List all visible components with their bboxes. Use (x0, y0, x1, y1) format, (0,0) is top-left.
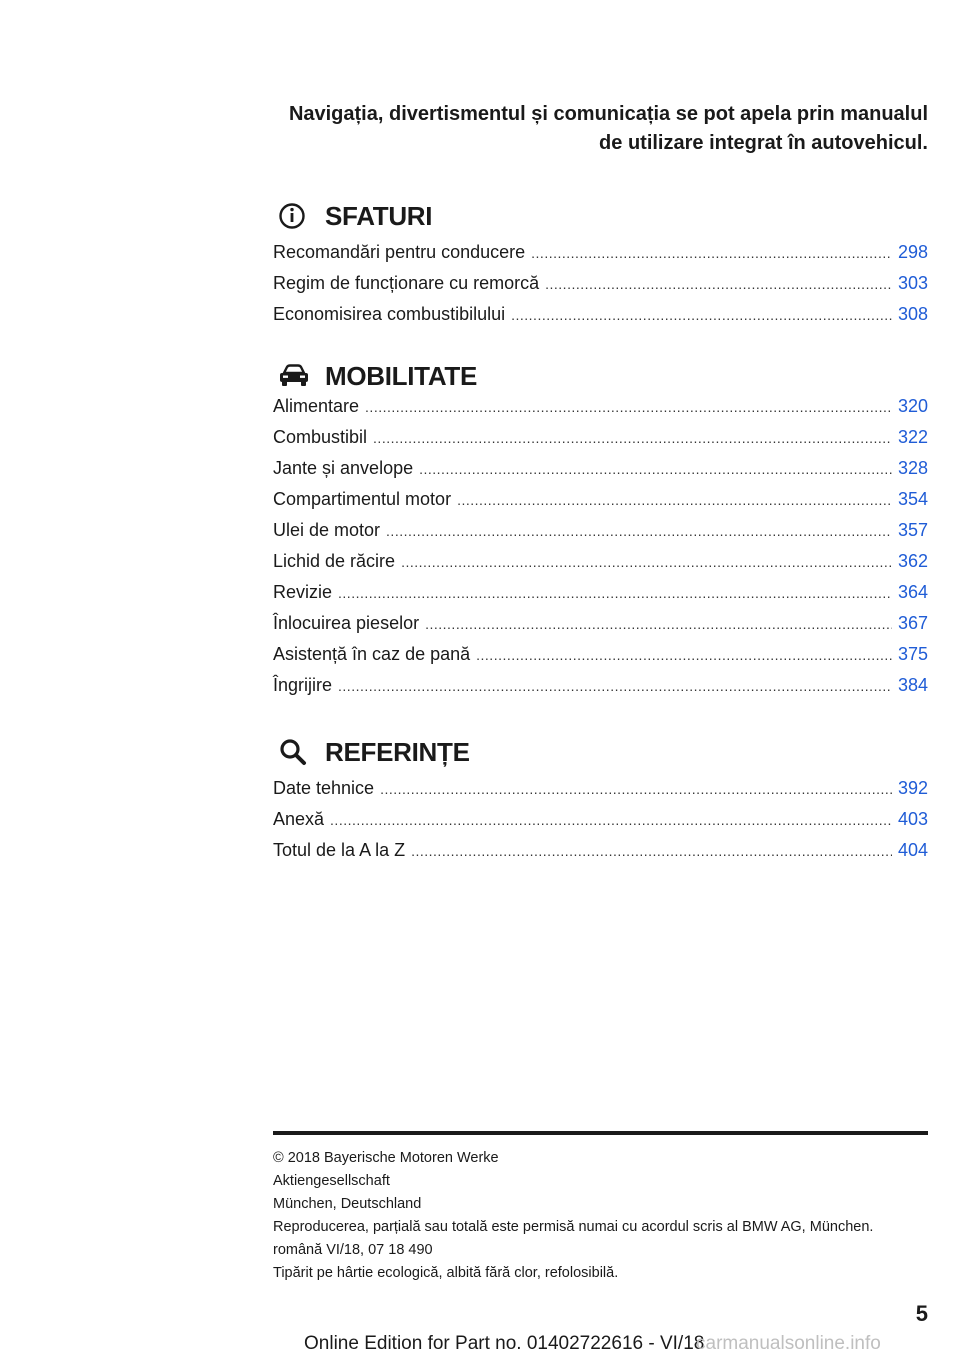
toc-entry-label: Totul de la A la Z (273, 840, 406, 860)
dot-leader (401, 554, 892, 570)
intro-note (248, 100, 928, 158)
toc-entry[interactable] (273, 778, 928, 809)
toc-entry-page-link[interactable]: 392 (897, 778, 928, 798)
dot-leader (373, 430, 892, 446)
section-header (273, 732, 928, 772)
toc-entry-page-link[interactable]: 328 (897, 458, 928, 478)
toc-entry-label: Alimentare (273, 396, 360, 416)
section-title: SFATURI (325, 200, 433, 231)
toc-entry-label: Recomandări pentru conducere (273, 242, 526, 262)
toc-list (273, 778, 928, 871)
toc-entry[interactable] (273, 551, 928, 582)
toc-entry-label: Combustibil (273, 427, 368, 447)
toc-entry[interactable] (273, 809, 928, 840)
imprint-line: München, Deutschland (273, 1196, 422, 1212)
dot-leader (330, 812, 892, 828)
toc-entry-label: Revizie (273, 582, 333, 602)
dot-leader (419, 461, 892, 477)
toc-entry[interactable] (273, 840, 928, 871)
toc-entry-page-link[interactable]: 375 (897, 644, 928, 664)
dot-leader (338, 678, 892, 694)
toc-entry-page-link[interactable]: 357 (897, 520, 928, 540)
imprint (273, 1147, 933, 1285)
toc-entry[interactable] (273, 489, 928, 520)
toc-entry-page-link[interactable]: 320 (897, 396, 928, 416)
section-title: MOBILITATE (325, 360, 478, 391)
toc-entry-page-link[interactable]: 303 (897, 273, 928, 293)
imprint-divider (273, 1131, 928, 1135)
toc-entry[interactable] (273, 242, 928, 273)
section-referinte (273, 732, 928, 871)
intro-line-2: de utilizare integrat în autovehicul. (599, 132, 928, 154)
toc-entry-page-link[interactable]: 364 (897, 582, 928, 602)
toc-entry-label: Înlocuirea pieselor (273, 613, 420, 633)
toc-entry[interactable] (273, 582, 928, 613)
info-icon (278, 200, 314, 232)
toc-entry[interactable] (273, 644, 928, 675)
imprint-line: română VI/18, 07 18 490 (273, 1242, 433, 1258)
imprint-line: Reproducerea, parțială sau totală este permisă numai cu acordul scris al BMW AG, München. (273, 1219, 874, 1235)
toc-entry-page-link[interactable]: 298 (897, 242, 928, 262)
dot-leader (386, 523, 892, 539)
section-sfaturi (273, 196, 928, 335)
toc-entry-label: Regim de funcționare cu remorcă (273, 273, 540, 293)
toc-entry-label: Ulei de motor (273, 520, 381, 540)
toc-entry[interactable] (273, 427, 928, 458)
dot-leader (457, 492, 892, 508)
toc-entry-label: Economisirea combustibilului (273, 304, 506, 324)
toc-entry[interactable] (273, 613, 928, 644)
toc-entry-page-link[interactable]: 362 (897, 551, 928, 571)
dot-leader (411, 843, 892, 859)
imprint-line: © 2018 Bayerische Motoren Werke (273, 1150, 499, 1166)
toc-entry-page-link[interactable]: 308 (897, 304, 928, 324)
toc-entry-label: Jante și anvelope (273, 458, 414, 478)
toc-entry-page-link[interactable]: 404 (897, 840, 928, 860)
toc-entry[interactable] (273, 304, 928, 335)
section-mobilitate (273, 356, 928, 706)
toc-entry-page-link[interactable]: 354 (897, 489, 928, 509)
section-header (273, 196, 928, 236)
dot-leader (365, 399, 892, 415)
search-icon (278, 736, 314, 768)
section-header (273, 356, 928, 396)
toc-entry[interactable] (273, 396, 928, 427)
toc-entry-label: Compartimentul motor (273, 489, 452, 509)
dot-leader (380, 781, 892, 797)
dot-leader (338, 585, 892, 601)
imprint-line: Aktiengesellschaft (273, 1173, 390, 1189)
toc-entry-label: Îngrijire (273, 675, 333, 695)
footer-watermark: carmanualsonline.info (696, 1333, 881, 1354)
toc-entry-label: Lichid de răcire (273, 551, 396, 571)
toc-entry-label: Asistență în caz de pană (273, 644, 471, 664)
car-icon (278, 360, 314, 392)
dot-leader (511, 307, 892, 323)
toc-entry[interactable] (273, 458, 928, 489)
dot-leader (476, 647, 892, 663)
toc-list (273, 242, 928, 335)
toc-entry-label: Date tehnice (273, 778, 375, 798)
toc-entry-page-link[interactable]: 322 (897, 427, 928, 447)
toc-list (273, 396, 928, 706)
toc-entry[interactable] (273, 520, 928, 551)
page-number: 5 (915, 1301, 928, 1326)
toc-entry-page-link[interactable]: 367 (897, 613, 928, 633)
dot-leader (425, 616, 892, 632)
footer-edition: Online Edition for Part no. 01402722616 - VI/18 (304, 1333, 705, 1354)
toc-entry-label: Anexă (273, 809, 325, 829)
toc-entry-page-link[interactable]: 403 (897, 809, 928, 829)
imprint-line: Tipărit pe hârtie ecologică, albită fără clor, refolosibilă. (273, 1265, 619, 1281)
dot-leader (531, 245, 892, 261)
dot-leader (545, 276, 892, 292)
section-title: REFERINȚE (325, 736, 470, 767)
toc-entry[interactable] (273, 675, 928, 706)
intro-line-1: Navigația, divertismentul și comunicația se pot apela prin manualul (288, 103, 928, 125)
toc-entry[interactable] (273, 273, 928, 304)
toc-entry-page-link[interactable]: 384 (897, 675, 928, 695)
